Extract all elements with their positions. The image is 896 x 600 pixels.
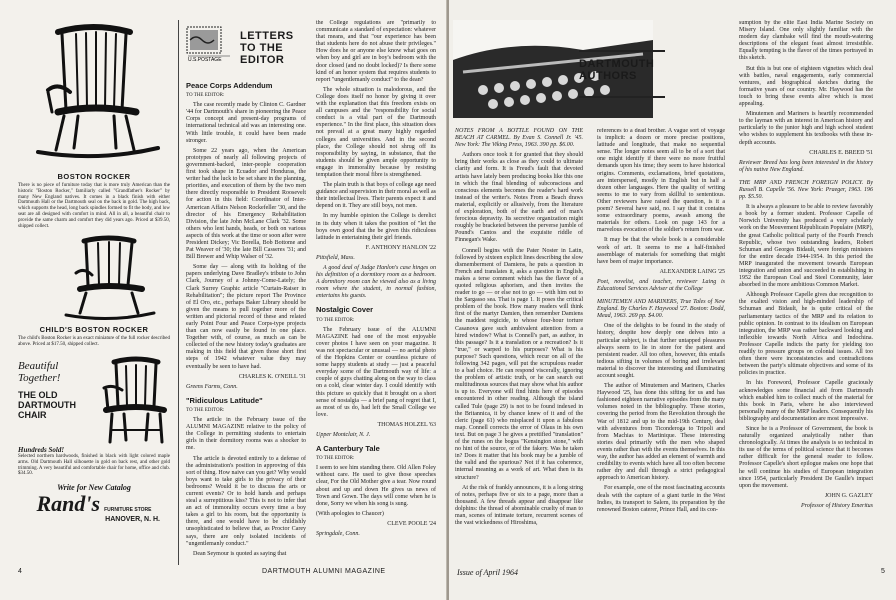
boston-rocker-image xyxy=(18,20,170,170)
location: Springdale, Conn. xyxy=(316,531,360,537)
book-citation: THE MRP AND FRENCH FOREIGN POLICY. By Russell B. Capelle '56. New York: Praeger, 1963. 196 pp. $5.50. xyxy=(739,179,873,201)
paragraph: In my humble opinion the College is derelict in its duty when it takes the position of "let the boys own good that the be given this ridiculous latitude in entertaining their girl friends. xyxy=(316,213,436,241)
letters-header: LETTERS TO THE EDITOR xyxy=(240,30,294,66)
paragraph: In his Foreword, Professor Capelle graciously acknowledges some financial aid from Dartmouth which enabled him to collect much of the material for this book in Paris, where he also interviewed personally many of the MRP leaders. Consequently his bibliography and documentation are most impressive. xyxy=(739,380,873,422)
childs-rocker-title: CHILD'S BOSTON ROCKER xyxy=(39,325,149,335)
rands-logo xyxy=(18,491,170,517)
location: Pittsfield, Mass. xyxy=(316,254,355,261)
left-page xyxy=(0,0,447,600)
page-number-left: 4 xyxy=(18,568,22,575)
reviewer-name: JOHN G. GAZLEY xyxy=(824,492,873,499)
nostalgic-cover-heading: Nostalgic Cover xyxy=(316,305,374,315)
dartmouth-authors-header: DARTMOUTH AUTHORS xyxy=(579,58,655,82)
salutation: TO THE EDITOR: xyxy=(316,456,355,462)
signature: F. ANTHONY HANLON '22 xyxy=(365,244,436,251)
reviews-column-3 xyxy=(739,20,873,568)
reviewer-role: Professor of History Emeritus xyxy=(801,502,873,509)
book-citation: NOTES FROM A BOTTLE FOUND ON THE BEACH AT CARMEL. By Evan S. Connell Jr. '45. New York: The Viking Press, 1963. 390 pp. $6.00. xyxy=(455,128,583,149)
column-rule xyxy=(178,20,179,565)
salutation: TO THE EDITOR: xyxy=(316,317,355,323)
rands-advertisement xyxy=(18,20,170,523)
hundreds-sold: Hundreds Sold! xyxy=(18,445,65,454)
canterbury-tale-heading: A Canterbury Tale xyxy=(316,444,380,454)
dartmouth-chair-description: Selected northern hardwoods, finished in black with light colored maple arms. Old Dartmouth Hall silhouette in gold on back rest, and other gold trimming. A very beautiful and comfortable chair for home, office and club. $34.50. xyxy=(18,453,170,477)
editor-note: A good deal of Judge Hanlon's case hinges on his definition of a dormitory room as a bedroom. A dormitory room can be viewed also as a living room where the student, in normal fashion, entertains his guests. xyxy=(316,265,436,300)
paragraph: Some 22 years ago, when the American prototypes of nearly all following projects of government-backed, inter-people cooperation first took shape in Ecuador and Honduras, the writer had the luck to be set share in the planning, priorities, and execution of them by the two men there directly responsible to President Roosevelt for action in this field: Coordinator of Inter-American Affairs Nelson Rockefeller '30, and the director of his Emergency Rehabilitation Division, the late John McLane Clark '32. Some others who lent hands, heads, or both on various aspects of this work at the time or soon after were President Dickey; Vic Borella, Bob Bottome and Pat Weaver of '30; the late Bill Casseres '31; and Bill Brewer and Whip Walser of '32. xyxy=(186,147,306,261)
reviewer-name: ALEXANDER LAING '25 xyxy=(659,268,725,275)
paragraph: It may be that the whole book is a considerable work of art. It seems to me a half-finished assemblage of materials for something that might have been of major importance. xyxy=(597,237,725,265)
paragraph: Since he is a Professor of Government, the book is naturally organized analytically rather than chronologically. At times the analysis is so technical in its use of the terms of political science that it becomes rather difficult for the general reader to follow. Professor Capelle's short epilogue makes one hope that he will continue his studies of European integration since 1954, particularly President De Gaulle's impact upon the movement. xyxy=(739,425,873,489)
paragraph: Minutemen and Mariners is heartily recommended to the layman with an interest in American history and particularly to the junior high and high school student who wishes to supplement his textbooks with these in-depth accounts. xyxy=(739,111,873,146)
salutation: TO THE EDITOR: xyxy=(186,407,225,413)
rands-wordmark: Rand's xyxy=(36,491,101,517)
apologies: (With apologies to Chaucer) xyxy=(316,510,384,517)
paragraph: It is always a pleasure to be able to review favorably a book by a former student. Professor Capelle of Norwich University has produced a very scholarly work on the Mouvement Républicain Populaire (MRP), the great Catholic political party of the Fourth French Republic, whose two outstanding leaders, Robert Schuman and Georges Bidault, were foreign ministers for the entire decade 1944-1954. In this period the MRP inaugurated the movement towards European integration and union and succeeded in establishing in 1952 the European Coal and Steel Community, later absorbed in the more ambitious Common Market. xyxy=(739,204,873,289)
old-dartmouth-chair-title-3: CHAIR xyxy=(18,409,47,420)
reviews-column-1 xyxy=(455,128,583,568)
letters-column-1 xyxy=(186,82,306,568)
old-dartmouth-chair-title-2: DARTMOUTH xyxy=(18,399,76,410)
location: Greens Farms, Conn. xyxy=(186,383,238,390)
paragraph: Connell begins with the Pater Noster in Latin, followed by sixteen explicit lines describing the slow dismemberment of Damiens, he puts a question in French and translates it, asks a question in English, makes a terse comment which has the flavor of a quoted religious aphorism, and then invites the reader to go — or else not to go — with him out to the Sargasso sea. That is page 1. It poses the critical problem of the book. How many readers will think first of the martyr Damien, then remember Damiens the maddest regicide, to whose four-hour torture Casanova gave such ambivalent attention from a hired window? What is Connell's part, as author, in this passage? Is it a translation or a recreation? Is it "true," or warped to his purposes? What is his purpose? Such questions, which recur on all of the following 342 pages, will put the scrupulous reader to a bad choice. He can respond viscerally, ignoring the problem of artistic truth, or he can search out multitudinous sources that may show what his author is up to. Everyone will find hints here of episodes encountered in other reading. Although the island called Tule (page 29) is not to be found indexed in the Britannica, it by chance knew of it and of the cleric (page 61) who misplaced it upon a fabulous map. Connell corrects the error of Olaus in his own text. But on page 3 he gives a prettified "translation" of the runes on the bogus "Kensington stone," with no hint of the source, or of the fakery. Was he taken in? Does it matter that his book may be a jumble of the valid and the spurious? Not if it has coherence, internal meaning as a work of art. What then is its structure? xyxy=(455,247,583,481)
dartmouth-chair-image xyxy=(96,354,170,446)
footer-magazine-name: DARTMOUTH ALUMNI MAGAZINE xyxy=(262,568,386,575)
paragraph: For example, one of the most fascinating accounts deals with the capture of a giant turtle in the West Indies, its transport to Salem, its preparation by the renowned Boston caterer, Prince Hall, and its con- xyxy=(597,485,725,513)
ridiculous-latitude-heading: "Ridiculous Latitude" xyxy=(186,395,263,405)
paragraph: The case recently made by Clinton C. Gardner '44 for Dartmouth's share in pioneering the Peace Corps concept and present-day programs of international technical aid was an interesting one. With little trouble, it could have been made stronger. xyxy=(186,102,306,144)
reviewer-name: CHARLES E. BREED '51 xyxy=(809,149,873,156)
paragraph: At the risk of frankly announces, it is a long string of notes, perhaps five or six to a page, more than a thousand. A few threads appear and disappear like dolphins: the thread of abominable cruelty of man to man, scenes of intimate torture, recurrent scenes of the vast wickedness of Hiroshima, xyxy=(455,484,583,527)
salutation: TO THE EDITOR: xyxy=(186,93,225,99)
store-town: HANOVER, N. H. xyxy=(105,516,160,524)
reviewer-role: Poet, novelist, and teacher, reviewer Laing is Educational Services Adviser at the College xyxy=(597,278,725,292)
childs-rocker-description: The child's Boston Rocker is an exact miniature of the full rocker described above. Priced at $17.50, shipped collect. xyxy=(18,336,170,348)
paragraph: Dean Seymour is quoted as saying that xyxy=(193,550,287,557)
catalog-offer: Write for New Catalog xyxy=(57,483,131,493)
paragraph: The article is devoted entirely to a defense of the administration's position in approving of this sort of thing. How naive can you get? Why would boys want to take girls to the privacy of their bedrooms? Would it be to discuss the arts or current events? Or to hold hands and perhaps steal a surreptitious kiss? This is not to infer that an act of immorality occurs every time a boy takes a girl to his room, but the opportunity is there, and one would have to be childishly unsophisticated to believe that, as Proctor Carey says, there are only isolated incidents of "ungentlemanly conduct." xyxy=(186,455,306,547)
paragraph: sumption by the elite East India Marine Society on Misery Island. One only slightly familiar with the modern day clambake will find the mouth-watering descriptions of the elegant feast almost irresistible. Equally tempting is the flavor of the times portrayed in this sketch. xyxy=(739,20,873,62)
paragraph: the College regulations are "primarily to communicate a standard of expectation: whatever that means, and that "our experience has been that students here do not abuse their privileges." How does he or anyone else know what goes on when boy and girl are in boy's bedroom with the door closed (and no doubt locked)? Is there some kind of an honor system that requires students to report "ungentlemanly conduct" to the dean? xyxy=(316,20,436,83)
reviewer-role: Reviewer Breed has long been interested in the history of his native New England. xyxy=(739,159,873,173)
paragraph: Some day — along with its holding of the papers underlying Dave Bradley's tribute to John Clark, Journey of a Johnny-Come-Lately; the Clark Surrey Graphic article "Curtain-Raiser in Rehabilitation"; the picture report The Province of El Oro, etc., perhaps Baker Library should be given the means to pull together more of the written and pictorial record of these and related early Point Four and Peace Corps-type projects than can now easily be found in one place. Together with, of course, as much as can be collected of the new history today's graduates are making in this field that given those short first steps of 1942 whatever value they may eventually be seen to have had. xyxy=(186,264,306,370)
stamp-icon xyxy=(186,26,232,62)
reviews-column-2 xyxy=(597,128,725,568)
stamp-label: U.S.POSTAGE xyxy=(188,57,222,62)
poem: I seem to see him standing there. Old Allen Foley without care. He used to give those speeches clear, For the Old Mother give a tear. Now round about and up and down He gives us news of Town and Gown. The days will come when he is done, Sorry we when his song is sung. xyxy=(316,465,436,507)
footer-issue: Issue of April 1964 xyxy=(457,568,518,577)
dartmouth-chair-block xyxy=(18,354,170,446)
paragraph: Authors once took it for granted that they should bring their works as close as they could to ultimate clarity and form. It is Freud's fault that devoted artists have lately been producing books like this one in which the final blending of subconscious and conscious elements becomes the reader's hard work instead of the writer's. Notes From a Beach draws material, explicitly or allusively, from the literature of exploration, both of the earth and of man's ferocious depravity. Its secretive organization might roughly be bracketed between the perverse jumble of Pound's Cantos and the exquisite riddle of Finnegan's Wake. xyxy=(455,152,583,244)
book-citation: MINUTEMEN AND MARINERS, True Tales of New England. By Charles F. Haywood '27. Boston: Dodd, Mead, 1963. 269 pp. $4.00. xyxy=(597,299,725,320)
location: Upper Montclair, N. J. xyxy=(316,431,371,438)
childs-rocker-image xyxy=(18,235,170,323)
paragraph: The whole situation is malodorous, and the College does itself no honor by giving it over with the explanation that this freedom exists on all campuses and the "responsibility for social conduct is a vital part of the Dartmouth experience." In the first place, this situation does not prevail at a great many highly regarded colleges and universities. And in the second place, the College should not shrug off its responsibility by saying, in substance, that the students should be given ample opportunity to engage in immorality because by resisting temptation their moral fibre is strengthened. xyxy=(316,86,436,178)
rocker-description: There is no piece of furniture today that is more truly American than the historic "Boston Rocker," familiarly called "Grandfather's Rocker" by many New England natives. It comes in a black finish with either Dartmouth Hall or the Dartmouth seal on the back in gold. The high back, which supports the head, long back spindles formed to fit the body, and low seat are all designed with comfort in mind. All in all, a beautiful chair to provide the same charm and comfort they did years ago. Priced at $39.50, shipped collect. xyxy=(18,183,170,229)
furniture-store-label: FURNITURE STORE xyxy=(104,507,152,514)
signature: THOMAS HOLZEL '63 xyxy=(377,421,436,428)
paragraph: The plain truth is that boys of college age need guidance and supervision in their moral as well as their intellectual lives. Their parents expect it and depend on it. They are still boys, not men. xyxy=(316,182,436,210)
old-dartmouth-chair-title-1: THE OLD xyxy=(18,389,58,400)
paragraph: But this is but one of eighteen vignettes which deal with battles, naval engagements, early commercial ventures, and biographical sketches during the formative years of our country. Mr. Haywood has the touch to bring these events alive which is most appealing. xyxy=(739,65,873,108)
paragraph: One of the delights to be found in the study of history, despite how deeply one delves into a particular subject, is that further untapped pleasures always seem to lie in store for the patient and persistent reader. All too often, however, this entails tedious sifting in volumes of boring and irrelevant material to discover the interesting and illuminating account sought. xyxy=(597,323,725,379)
page-number-right: 5 xyxy=(881,568,885,575)
paragraph: The article in the February issue of the ALUMNI MAGAZINE relative to the policy of the College in permitting students to entertain girls in their dormitory rooms was a shocker to me. xyxy=(186,417,306,452)
paragraph: Although Professor Capelle gives due recognition to the exalted vision and high-minded leadership of Schuman and Bidault, he is quite critical of the parliamentary tactics of the MRP and its relation to public opinion. In contrast to its idealism on European integration, the MRP was rather backward looking and inflexible towards North Africa and Indochina. Professor Capelle indicts the party for yielding too readily to pressure groups on colonial issues. All too often there were inconsistencies and contradictions between the party's ultimate objectives and some of its policies in practice. xyxy=(739,292,873,377)
signature: CHARLES K. O'NEILL '31 xyxy=(238,373,306,380)
right-page xyxy=(449,0,896,600)
beautiful-together-text: Beautiful Together! xyxy=(18,359,61,384)
paragraph: references to a dead brother. A vague sort of voyage is implicit: a dozen or more precise positions, latitude and longitude, that make no sequential sense. The longer notes seem all to be of a sort that one might identify if there were no more fruitful demands upon his time; they seem to have historical origins. Comments, exclamations, brief quotations, are interspersed, mostly in English but in half a dozen other languages. Here the quality of writing seems to me to vary from skillful to sententious. Other reviewers have raised the question, is it a poem? Several have said, no. I say that it contains some extraordinary poems, awash among the materials for others. Look on page 143 for a marvelous evocation of the soldier's return from war. xyxy=(597,128,725,234)
rocker-title: BOSTON ROCKER xyxy=(57,172,131,181)
peace-corps-heading: Peace Corps Addendum xyxy=(186,82,273,90)
letters-column-2 xyxy=(316,20,436,568)
paragraph: The author of Minutemen and Mariners, Charles Haywood '25, has done this sifting for us and has fashioned eighteen narrative episodes from the many volumes noted in the bibliography. These stories, covering the period from the Revolution through the War of 1812 and up to the mid-19th Century, deal with adventures from Ticonderoga to Tripoli and from Machias to Martinique. These interesting stories deal primarily with the men who shaped events rather than with the events themselves. In this way, the author has added an element of warmth and credibility to events which have all too often become rather dry and dull through a strict pedagogical approach to American history. xyxy=(597,383,725,482)
paragraph: The February issue of the ALUMNI MAGAZINE had one of the most enjoyable cover photos I have seen on your magazine. It was not spectacular or unusual — no aerial photo of the Hopkins Center or countless picture of some happy students at study — just a peaceful everyday scene of the Dartmouth way of life: a couple of guys chatting along on the way to class on a cold, clear winter day. I could identify with this picture so quickly that it brought on a short sense of nostalgia — a brief pang of regret that I, as most of us do, had left the Small College we love. xyxy=(316,326,436,418)
authors-header-box xyxy=(579,50,665,98)
signature: CLEVE POOLE '24 xyxy=(387,520,436,527)
